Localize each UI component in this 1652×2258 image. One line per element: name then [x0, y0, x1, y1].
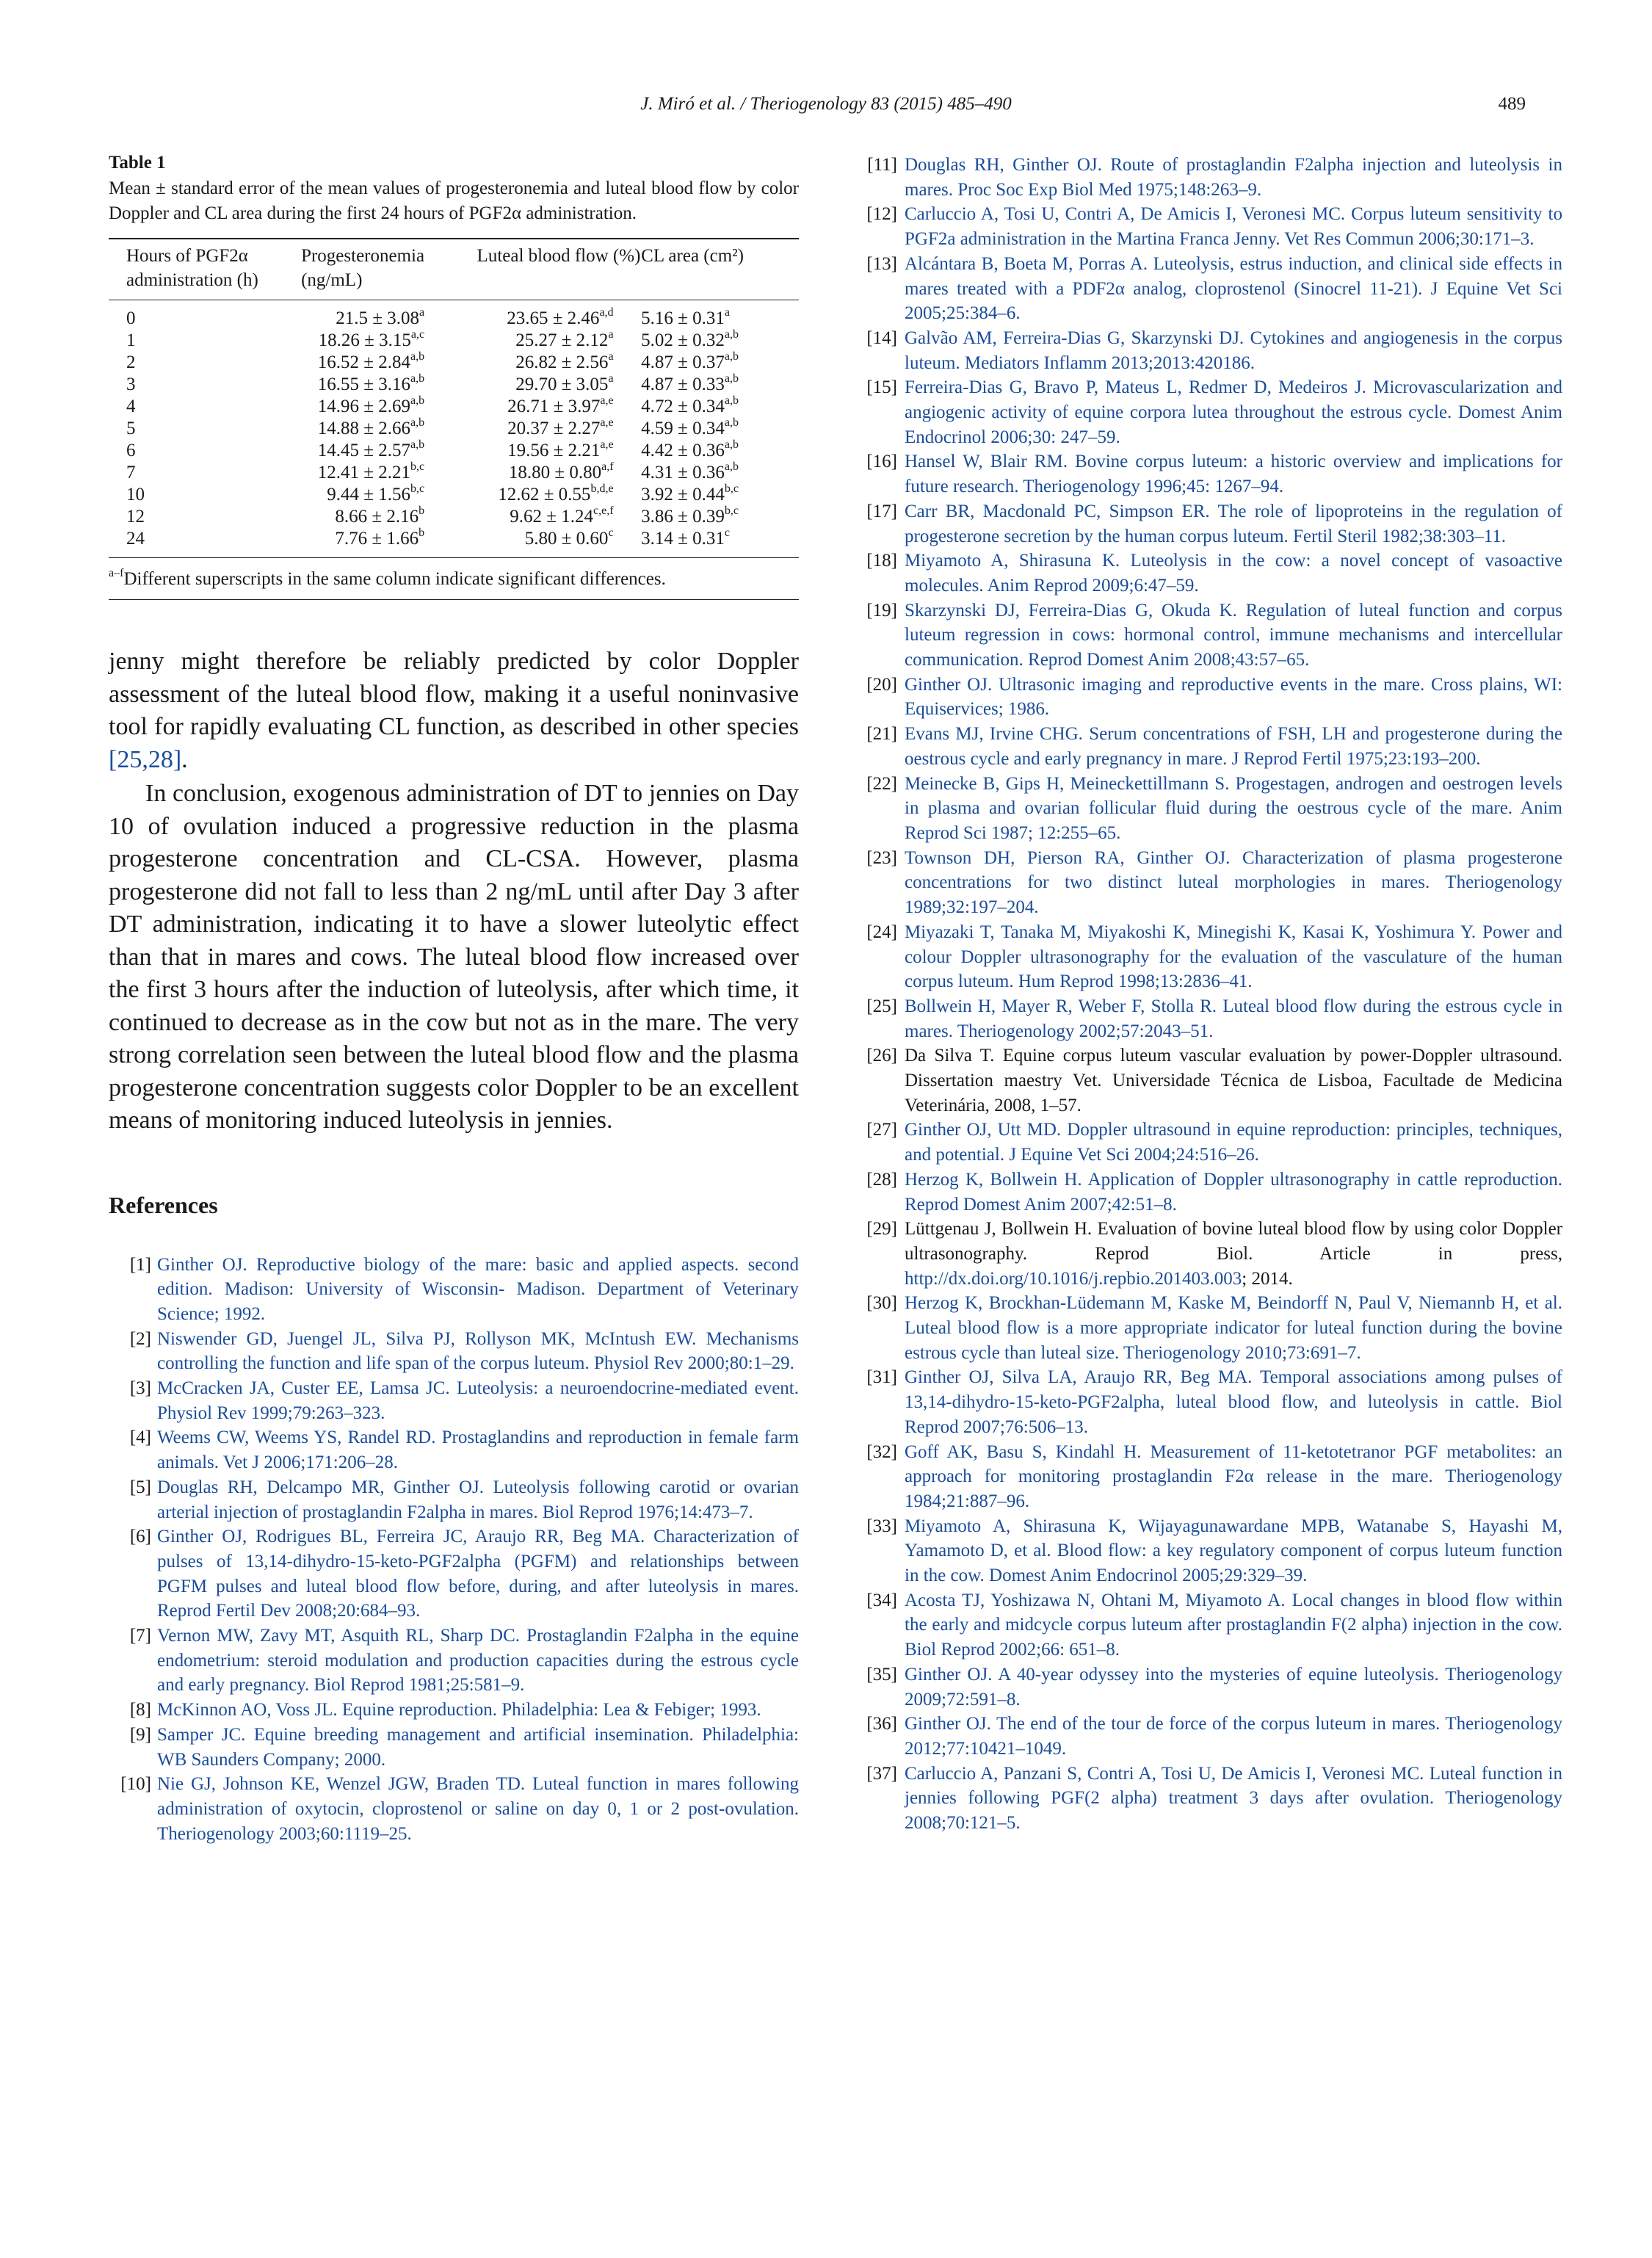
- reference-item[interactable]: [852, 1762, 1562, 1836]
- citation-link[interactable]: [25,28]: [109, 745, 182, 773]
- table-row: [109, 484, 799, 506]
- reference-item[interactable]: [852, 549, 1562, 598]
- doi-link[interactable]: http://dx.doi.org/10.1016/j.repbio.201403.003: [905, 1268, 1242, 1289]
- progesteronemia-cell: $16.55 \pm 3.16^{a,b}$: [317, 372, 425, 394]
- blood-flow-cell: $20.37 \pm 2.27^{a,e}$: [507, 416, 614, 438]
- reference-text[interactable]: Ginther OJ, Silva LA, Araujo RR, Beg MA. Temporal associations among pulses of 13,14-dihydro-15-keto-PGF2alpha, luteal blood flow, and luteolysis in cattle. Biol Reprod 2007;76:506–13.: [905, 1367, 1562, 1437]
- reference-number: [19]: [866, 600, 897, 620]
- reference-number: [16]: [866, 452, 897, 472]
- reference-text[interactable]: Bollwein H, Mayer R, Weber F, Stolla R. Luteal blood flow during the estrous cycle in mares. Theriogenology 2002;57:2043–51.: [905, 996, 1562, 1041]
- reference-text[interactable]: Carluccio A, Tosi U, Contri A, De Amicis I, Veronesi MC. Corpus luteum sensitivity to PGF2a administration in the Martina Franca Jenny. Vet Res Commun 2006;30:171–3.: [905, 204, 1562, 250]
- paragraph-1: jenny might therefore be reliably predicted by color Doppler assessment of the luteal blood flow, making it a useful noninvasive tool for rapidly evaluating CL function, as described in other species [25,28].: [109, 648, 799, 773]
- reference-text[interactable]: Ginther OJ. Ultrasonic imaging and reproductive events in the mare. Cross plains, WI: Equiservices; 1986.: [905, 674, 1562, 720]
- cl-area-cell: 3.14 ± 0.31$^c$: [641, 526, 730, 549]
- blood-flow-cell: $26.71 \pm 3.97^{a,e}$: [507, 394, 614, 416]
- hours-cell: 24: [126, 529, 145, 549]
- reference-number: [27]: [866, 1120, 897, 1140]
- reference-text[interactable]: Vernon MW, Zavy MT, Asquith RL, Sharp DC. Prostaglandin F2alpha in the equine endometrium: steroid modulation and production capacities during the estrous cycle and early pregnancy. Biol Reprod 1981;25:581–9.: [157, 1626, 799, 1696]
- reference-item[interactable]: [852, 673, 1562, 722]
- reference-text[interactable]: Acosta TJ, Yoshizawa N, Ohtani M, Miyamoto A. Local changes in blood flow within the early and midcycle corpus luteum after prostaglandin F(2 alpha) injection in the cow. Biol Reprod 2002;66: 651–8.: [905, 1590, 1562, 1660]
- reference-item[interactable]: [852, 1291, 1562, 1365]
- progesteronemia-cell: $9.44 \pm 1.56^{b,c}$: [327, 482, 425, 504]
- reference-text[interactable]: McKinnon AO, Voss JL. Equine reproduction. Philadelphia: Lea & Febiger; 1993.: [157, 1700, 761, 1720]
- table-row: [109, 300, 799, 330]
- reference-item[interactable]: [852, 1168, 1562, 1217]
- reference-text[interactable]: Douglas RH, Ginther OJ. Route of prostaglandin F2alpha injection and luteolysis in mares. Proc Soc Exp Biol Med 1975;148:263–9.: [905, 155, 1562, 200]
- reference-item[interactable]: [852, 202, 1562, 251]
- reference-number: [18]: [866, 551, 897, 571]
- progesteronemia-cell: $18.26 \pm 3.15^{a,c}$: [318, 328, 425, 350]
- reference-tail: ; 2014.: [1242, 1268, 1293, 1289]
- reference-number: [33]: [866, 1516, 897, 1536]
- journal-citation: J. Miró et al. / Theriogenology 83 (2015) 485–490: [640, 94, 1012, 114]
- blood-flow-cell: $12.62 \pm 0.55^{b,d,e}$: [498, 482, 614, 504]
- progesteronemia-cell: $14.88 \pm 2.66^{a,b}$: [317, 416, 425, 438]
- reference-number: [11]: [867, 155, 897, 175]
- reference-number: [28]: [866, 1169, 897, 1190]
- reference-number: [36]: [866, 1714, 897, 1734]
- table-row: [109, 396, 799, 418]
- reference-item[interactable]: [109, 1723, 799, 1772]
- reference-text[interactable]: Galvão AM, Ferreira-Dias G, Skarzynski DJ. Cytokines and angiogenesis in the corpus luteum. Mediators Inflamm 2013;2013:420186.: [905, 328, 1562, 373]
- reference-text[interactable]: Carr BR, Macdonald PC, Simpson ER. The role of lipoproteins in the regulation of progesterone secretion by the human corpus luteum. Fertil Steril 1982;38:303–11.: [905, 501, 1562, 546]
- reference-item[interactable]: [852, 1440, 1562, 1514]
- table-row: [109, 330, 799, 352]
- reference-item[interactable]: [852, 1043, 1562, 1118]
- reference-number: [30]: [866, 1293, 897, 1314]
- reference-item[interactable]: [852, 499, 1562, 549]
- reference-text[interactable]: Meinecke B, Gips H, Meineckettillmann S. Progestagen, androgen and oestrogen levels in plasma and ovarian follicular fluid during the oestrous cycle of the mare. Anim Reprod Sci 1987; 12:255–65.: [905, 773, 1562, 843]
- reference-number: [2]: [129, 1328, 151, 1349]
- reference-text: Da Silva T. Equine corpus luteum vascular evaluation by power-Doppler ultrasound. Dissertation maestry Vet. Universidade Técnica de Lisboa, Facultade de Medicina Veterinária, 2008, 1–57.: [905, 1046, 1562, 1115]
- reference-text[interactable]: Evans MJ, Irvine CHG. Serum concentrations of FSH, LH and progesterone during the oestrous cycle and early pregnancy in mare. J Reprod Fertil 1975;23:193–200.: [905, 724, 1562, 769]
- reference-text[interactable]: Samper JC. Equine breeding management and artificial insemination. Philadelphia: WB Saunders Company; 2000.: [157, 1724, 799, 1770]
- reference-item[interactable]: [852, 722, 1562, 771]
- reference-number: [34]: [866, 1590, 897, 1610]
- cl-area-cell: $5.02 \pm 0.32^{a,b}$: [641, 328, 739, 350]
- reference-item[interactable]: [109, 1624, 799, 1698]
- reference-item[interactable]: [109, 1524, 799, 1624]
- progesteronemia-cell: $14.96 \pm 2.69^{a,b}$: [317, 394, 425, 416]
- reference-item[interactable]: [852, 153, 1562, 202]
- reference-number: [21]: [866, 724, 897, 745]
- reference-text[interactable]: Ginther OJ. Reproductive biology of the mare: basic and applied aspects. second edition. Madison: University of Wisconsin- Madison. Department of Veterinary Science; 1992.: [157, 1254, 799, 1324]
- reference-text[interactable]: Ginther OJ, Rodrigues BL, Ferreira JC, Araujo RR, Beg MA. Characterization of pulses of 13,14-dihydro-15-keto-PGF2alpha (PGFM) and relationships between PGFM pulses and luteal blood flow before, during, and after luteolysis in mares. Reprod Fertil Dev 2008;20:684–93.: [157, 1527, 799, 1621]
- reference-item[interactable]: [109, 1698, 799, 1723]
- progesteronemia-cell: $12.41 \pm 2.21^{b,c}$: [317, 460, 425, 482]
- reference-text[interactable]: Herzog K, Bollwein H. Application of Doppler ultrasonography in cattle reproduction. Reprod Domest Anim 2007;42:51–8.: [905, 1169, 1562, 1215]
- running-header: [0, 94, 1652, 123]
- table-row: [109, 374, 799, 396]
- reference-text[interactable]: Weems CW, Weems YS, Randel RD. Prostaglandins and reproduction in female farm animals. Vet J 2006;171:206–28.: [157, 1427, 799, 1473]
- reference-text[interactable]: Skarzynski DJ, Ferreira-Dias G, Okuda K. Regulation of luteal function and corpus luteum regression in cows: hormonal control, immune mechanisms and intercellular communication. Reprod Domest Anim 2008;43:57–65.: [905, 600, 1562, 670]
- reference-item[interactable]: [852, 375, 1562, 449]
- col-header-blood-flow: Luteal blood flow (%): [477, 246, 641, 266]
- data-table: [109, 239, 799, 557]
- reference-number: [35]: [866, 1664, 897, 1685]
- table-row: [109, 462, 799, 484]
- blood-flow-cell: $19.56 \pm 2.21^{a,e}$: [507, 438, 614, 460]
- blood-flow-cell: $23.65 \pm 2.46^{a,d}$: [507, 305, 614, 328]
- hours-cell: 7: [126, 463, 136, 482]
- reference-item[interactable]: [852, 920, 1562, 994]
- table-row: [109, 528, 799, 557]
- reference-item[interactable]: [852, 1712, 1562, 1761]
- reference-number: [32]: [866, 1441, 897, 1462]
- hours-cell: 10: [126, 485, 145, 504]
- reference-number: [9]: [129, 1724, 151, 1745]
- reference-item[interactable]: [109, 1425, 799, 1474]
- table-row: [109, 440, 799, 462]
- reference-number: [7]: [129, 1626, 151, 1646]
- reference-number: [25]: [866, 996, 897, 1016]
- cl-area-cell: $4.72 \pm 0.34^{a,b}$: [641, 394, 739, 416]
- cl-area-cell: 5.16 ± 0.31$^a$: [641, 305, 730, 328]
- reference-text: Lüttgenau J, Bollwein H. Evaluation of bovine luteal blood flow by using color Doppler ultrasonography. Reprod Biol. Article in press,: [905, 1219, 1562, 1264]
- progesteronemia-cell: 21.5 ± 3.08$^a$: [336, 305, 425, 328]
- hours-cell: 0: [126, 308, 136, 328]
- reference-text[interactable]: Ginther OJ. A 40-year odyssey into the mysteries of equine luteolysis. Theriogenology 2009;72:591–8.: [905, 1664, 1562, 1709]
- reference-item[interactable]: [852, 598, 1562, 673]
- reference-list-left: [109, 1253, 799, 1847]
- cl-area-cell: $4.42 \pm 0.36^{a,b}$: [641, 438, 739, 460]
- reference-item[interactable]: [109, 1253, 799, 1327]
- progesteronemia-cell: 8.66 ± 2.16$^b$: [335, 504, 425, 526]
- body-text: [109, 645, 799, 1137]
- reference-item[interactable]: [852, 1365, 1562, 1439]
- reference-item[interactable]: [109, 1376, 799, 1425]
- reference-text[interactable]: Miyazaki T, Tanaka M, Miyakoshi K, Minegishi K, Kasai K, Yoshimura Y. Power and colour Doppler ultrasonography for the evaluation of the vasculature of the human corpus luteum. Hum Reprod 1998;13:2836–41.: [905, 922, 1562, 992]
- cl-area-cell: $4.87 \pm 0.33^{a,b}$: [641, 372, 739, 394]
- progesteronemia-cell: $14.45 \pm 2.57^{a,b}$: [317, 438, 425, 460]
- left-column: [109, 153, 799, 1846]
- cl-area-cell: $4.31 \pm 0.36^{a,b}$: [641, 460, 739, 482]
- reference-text[interactable]: Carluccio A, Panzani S, Contri A, Tosi U, De Amicis I, Veronesi MC. Luteal function in jennies following PGF(2 alpha) treatment 3 days after ovulation. Theriogenology 2008;70:121–5.: [905, 1763, 1562, 1834]
- reference-item[interactable]: [852, 326, 1562, 375]
- hours-cell: 2: [126, 352, 136, 372]
- table-row: [109, 418, 799, 440]
- progesteronemia-cell: 7.76 ± 1.66$^b$: [335, 526, 425, 549]
- reference-number: [17]: [866, 501, 897, 521]
- blood-flow-cell: 5.80 ± 0.60$^c$: [524, 526, 614, 549]
- reference-number: [15]: [866, 377, 897, 398]
- reference-text[interactable]: Miyamoto A, Shirasuna K, Wijayagunawardane MPB, Watanabe S, Hayashi M, Yamamoto D, et al. Blood flow: a key regulatory component of corpus luteum function in the cow. Domest Anim Endocrinol 2005;29:329–39.: [905, 1516, 1562, 1586]
- col-header-cl-area: CL area (cm²): [641, 246, 744, 266]
- reference-item[interactable]: [852, 252, 1562, 326]
- hours-cell: 1: [126, 330, 136, 350]
- reference-item[interactable]: [852, 1217, 1562, 1291]
- reference-number: [8]: [129, 1700, 151, 1720]
- reference-number: [3]: [129, 1378, 151, 1399]
- reference-number: [1]: [129, 1254, 151, 1275]
- reference-number: [12]: [866, 204, 897, 225]
- table-label: Table 1: [109, 153, 166, 173]
- cl-area-cell: $3.86 \pm 0.39^{b,c}$: [641, 504, 739, 526]
- cl-area-cell: $4.87 \pm 0.37^{a,b}$: [641, 350, 739, 372]
- reference-list-right: [852, 153, 1562, 1836]
- table-1: [109, 153, 799, 600]
- reference-item[interactable]: [852, 772, 1562, 846]
- hours-cell: 6: [126, 441, 136, 460]
- reference-text[interactable]: Goff AK, Basu S, Kindahl H. Measurement of 11-ketotetranor PGF metabolites: an approach for monitoring prostaglandin F2α release in the mare. Theriogenology 1984;21:887–96.: [905, 1441, 1562, 1511]
- reference-number: [4]: [129, 1427, 151, 1448]
- reference-item[interactable]: [852, 1118, 1562, 1167]
- blood-flow-cell: 25.27 ± 2.12$^a$: [515, 328, 614, 350]
- reference-text[interactable]: Ferreira-Dias G, Bravo P, Mateus L, Redmer D, Medeiros J. Microvascularization and angiogenic activity of equine corpora lutea throughout the estrous cycle. Domest Anim Endocrinol 2006;30: 247–59.: [905, 377, 1562, 447]
- blood-flow-cell: $18.80 \pm 0.80^{a,f}$: [508, 460, 614, 482]
- reference-item[interactable]: [852, 1588, 1562, 1662]
- reference-text[interactable]: Miyamoto A, Shirasuna K. Luteolysis in the cow: a novel concept of vasoactive molecules. Anim Reprod 2009;6:47–59.: [905, 551, 1562, 596]
- references-heading: References: [109, 1191, 218, 1218]
- blood-flow-cell: 29.70 ± 3.05$^a$: [515, 372, 614, 394]
- hours-cell: 3: [126, 374, 136, 394]
- reference-item[interactable]: [109, 1327, 799, 1376]
- reference-number: [13]: [866, 253, 897, 274]
- reference-text[interactable]: Douglas RH, Delcampo MR, Ginther OJ. Luteolysis following carotid or ovarian arterial injection of prostaglandin F2alpha in mares. Biol Reprod 1976;14:473–7.: [157, 1477, 799, 1522]
- reference-text[interactable]: Hansel W, Blair RM. Bovine corpus luteum: a historic overview and implications for future research. Theriogenology 1996;45: 1267–94.: [905, 452, 1562, 497]
- reference-item[interactable]: [109, 1475, 799, 1524]
- blood-flow-cell: 26.82 ± 2.56$^a$: [515, 350, 614, 372]
- hours-cell: 5: [126, 419, 136, 438]
- reference-text[interactable]: Townson DH, Pierson RA, Ginther OJ. Characterization of plasma progesterone concentrations for two distinct luteal morphologies in mares. Theriogenology 1989;32:197–204.: [905, 847, 1562, 918]
- reference-text[interactable]: Ginther OJ. The end of the tour de force of the corpus luteum in mares. Theriogenology 2012;77:10421–1049.: [905, 1714, 1562, 1759]
- hours-cell: 12: [126, 507, 145, 526]
- page-number: 489: [1498, 94, 1526, 114]
- reference-number: [24]: [866, 922, 897, 942]
- table-footnote: $^{a-f}$Different superscripts in the same column indicate significant differences.: [109, 566, 666, 589]
- reference-number: [37]: [866, 1763, 897, 1784]
- col-header-progesteronemia: Progesteronemia (ng/mL): [301, 246, 425, 290]
- reference-text[interactable]: McCracken JA, Custer EE, Lamsa JC. Luteolysis: a neuroendocrine-mediated event. Physiol Rev 1999;79:263–323.: [157, 1378, 799, 1423]
- hours-cell: 4: [126, 397, 136, 416]
- progesteronemia-cell: $16.52 \pm 2.84^{a,b}$: [317, 350, 425, 372]
- reference-text[interactable]: Niswender GD, Juengel JL, Silva PJ, Rollyson MK, McIntush EW. Mechanisms controlling the function and life span of the corpus luteum. Physiol Rev 2000;80:1–29.: [157, 1328, 799, 1374]
- reference-number: [5]: [129, 1477, 151, 1497]
- right-column: [852, 153, 1562, 1836]
- reference-number: [20]: [866, 674, 897, 695]
- paragraph-2: In conclusion, exogenous administration of DT to jennies on Day 10 of ovulation induced a progressive reduction in the plasma progesterone concentration and CL-CSA. However, plasma progesterone did not fall to less than 2 ng/mL until after Day 3 after DT administration, indicating it to have a slower luteolytic effect than that in mares and cows. The luteal blood flow increased over the first 3 hours after the induction of luteolysis, after which time, it continued to decrease as in the cow but not as in the mare. The very strong correlation seen between the luteal blood flow and the plasma progesterone concentration suggests color Doppler to be an excellent means of monitoring induced luteolysis in jennies.: [109, 780, 799, 1134]
- table-row: [109, 506, 799, 528]
- reference-item[interactable]: [852, 1662, 1562, 1712]
- reference-number: [31]: [866, 1367, 897, 1388]
- reference-item[interactable]: [852, 449, 1562, 499]
- reference-item[interactable]: [852, 846, 1562, 920]
- cl-area-cell: $3.92 \pm 0.44^{b,c}$: [641, 482, 739, 504]
- table-caption: Mean ± standard error of the mean values of progesteronemia and luteal blood flow by color Doppler and CL area during the first 24 hours of PGF2α administration.: [109, 178, 799, 223]
- cl-area-cell: $4.59 \pm 0.34^{a,b}$: [641, 416, 739, 438]
- reference-number: [14]: [866, 328, 897, 348]
- col-header-hours: Hours of PGF2α administration (h): [126, 246, 258, 290]
- reference-text[interactable]: Herzog K, Brockhan-Lüdemann M, Kaske M, Beindorff N, Paul V, Niemannb H, et al. Luteal blood flow is a more appropriate indicator for luteal function during the bovine estrous cycle than luteal size. Theriogenology 2010;73:691–7.: [905, 1293, 1562, 1363]
- reference-item[interactable]: [852, 994, 1562, 1043]
- reference-item[interactable]: [852, 1514, 1562, 1588]
- reference-number: [6]: [129, 1527, 151, 1547]
- reference-text[interactable]: Ginther OJ, Utt MD. Doppler ultrasound in equine reproduction: principles, techniques, and potential. J Equine Vet Sci 2004;24:516–26.: [905, 1120, 1562, 1165]
- reference-text[interactable]: Alcántara B, Boeta M, Porras A. Luteolysis, estrus induction, and clinical side effects in mares treated with a PDF2α analog, cloprostenol (Sinocrel 11-21). J Equine Vet Sci 2005;25:384–6.: [905, 253, 1562, 324]
- reference-number: [10]: [120, 1774, 151, 1795]
- reference-number: [26]: [866, 1046, 897, 1066]
- table-row: [109, 352, 799, 374]
- reference-text[interactable]: Nie GJ, Johnson KE, Wenzel JGW, Braden TD. Luteal function in mares following administration of oxytocin, cloprostenol or saline on day 0, 1 or 2 post-ovulation. Theriogenology 2003;60:1119–25.: [157, 1774, 799, 1844]
- blood-flow-cell: $9.62 \pm 1.24^{c,e,f}$: [510, 504, 614, 526]
- reference-number: [29]: [866, 1219, 897, 1240]
- reference-number: [22]: [866, 773, 897, 794]
- reference-item[interactable]: [109, 1772, 799, 1846]
- reference-number: [23]: [866, 847, 897, 868]
